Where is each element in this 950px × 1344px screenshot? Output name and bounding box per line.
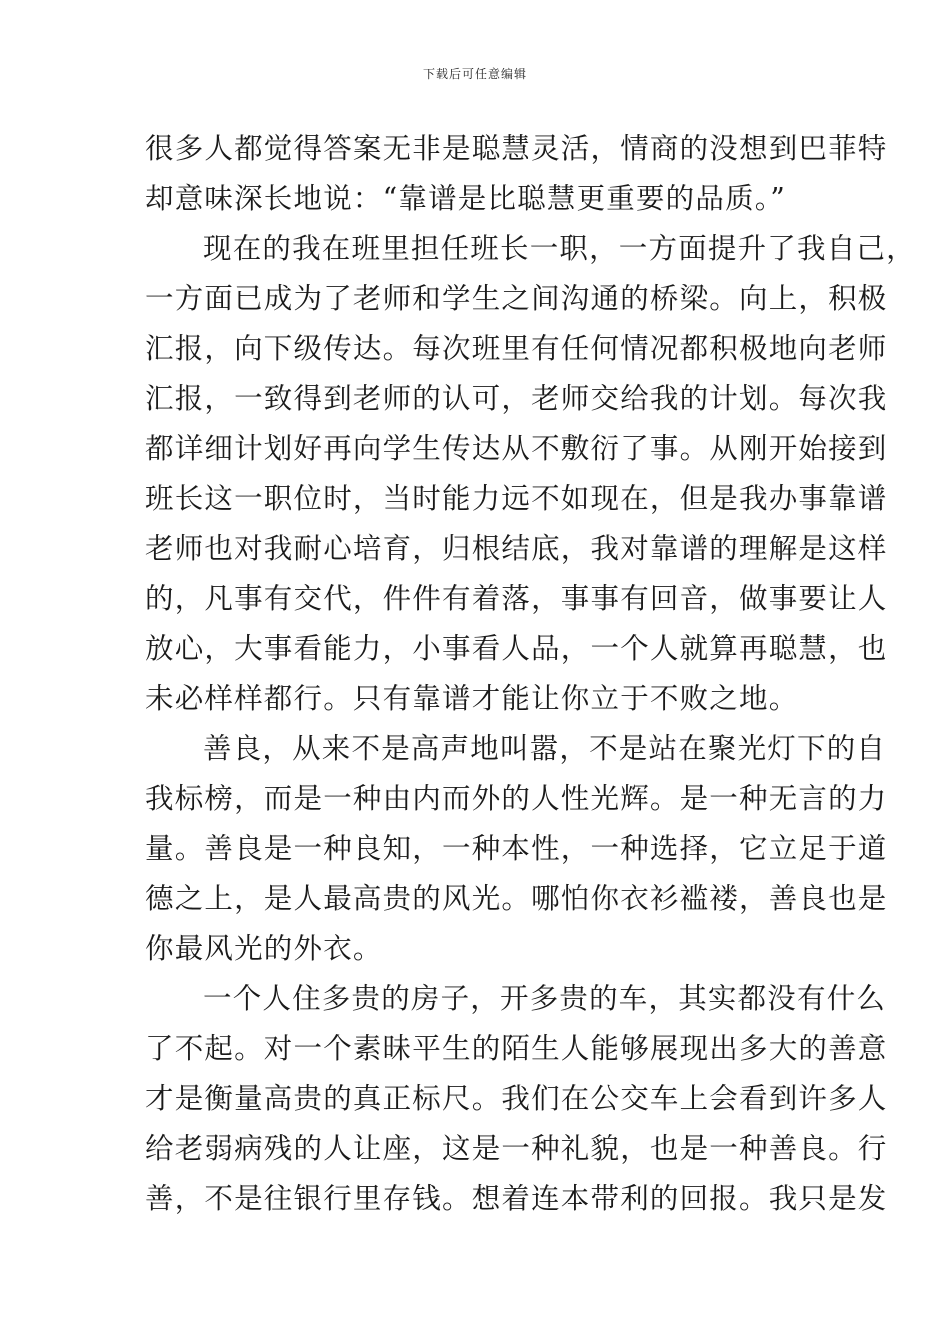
text-line: 才是衡量高贵的真正标尺。我们在公交车上会看到许多人 [145, 1082, 888, 1115]
text-line: 一方面已成为了老师和学生之间沟通的桥梁。向上，积极 [145, 282, 888, 315]
text-line: 很多人都觉得答案无非是聪慧灵活，情商的没想到巴菲特 [145, 132, 888, 165]
paragraph-start-line: 善良，从来不是高声地叫嚣，不是站在聚光灯下的自 [203, 732, 887, 765]
text-line: 了不起。对一个素昧平生的陌生人能够展现出多大的善意 [145, 1032, 888, 1065]
text-line: 未必样样都行。只有靠谱才能让你立于不败之地。 [145, 682, 799, 715]
text-line: 善，不是往银行里存钱。想着连本带利的回报。我只是发 [145, 1182, 888, 1215]
text-line: 我标榜，而是一种由内而外的人性光辉。是一种无言的力 [145, 782, 888, 815]
text-line: 老师也对我耐心培育，归根结底，我对靠谱的理解是这样 [145, 532, 888, 565]
document-body [145, 124, 916, 1224]
text-line: 放心，大事看能力，小事看人品，一个人就算再聪慧，也 [145, 632, 888, 665]
header-note: 下载后可任意编辑 [422, 67, 527, 81]
text-line: 德之上，是人最高贵的风光。哪怕你衣衫褴褛，善良也是 [145, 882, 888, 915]
text-line: 都详细计划好再向学生传达从不敷衍了事。从刚开始接到 [145, 432, 888, 465]
paragraph-start-line: 现在的我在班里担任班长一职，一方面提升了我自己， [203, 232, 916, 265]
text-line: 汇报，向下级传达。每次班里有任何情况都积极地向老师 [145, 332, 888, 365]
text-line: 汇报，一致得到老师的认可，老师交给我的计划。每次我 [145, 382, 888, 415]
text-line: 却意味深长地说：“靠谱是比聪慧更重要的品质。” [145, 182, 786, 215]
text-line: 量。善良是一种良知，一种本性，一种选择，它立足于道 [145, 832, 888, 865]
text-line: 的，凡事有交代，件件有着落，事事有回音，做事要让人 [145, 582, 888, 615]
text-line: 班长这一职位时，当时能力远不如现在，但是我办事靠谱 [145, 482, 888, 515]
text-line: 你最风光的外衣。 [145, 932, 383, 965]
text-line: 给老弱病残的人让座，这是一种礼貌，也是一种善良。行 [145, 1132, 888, 1165]
paragraph-start-line: 一个人住多贵的房子，开多贵的车，其实都没有什么 [203, 982, 887, 1015]
